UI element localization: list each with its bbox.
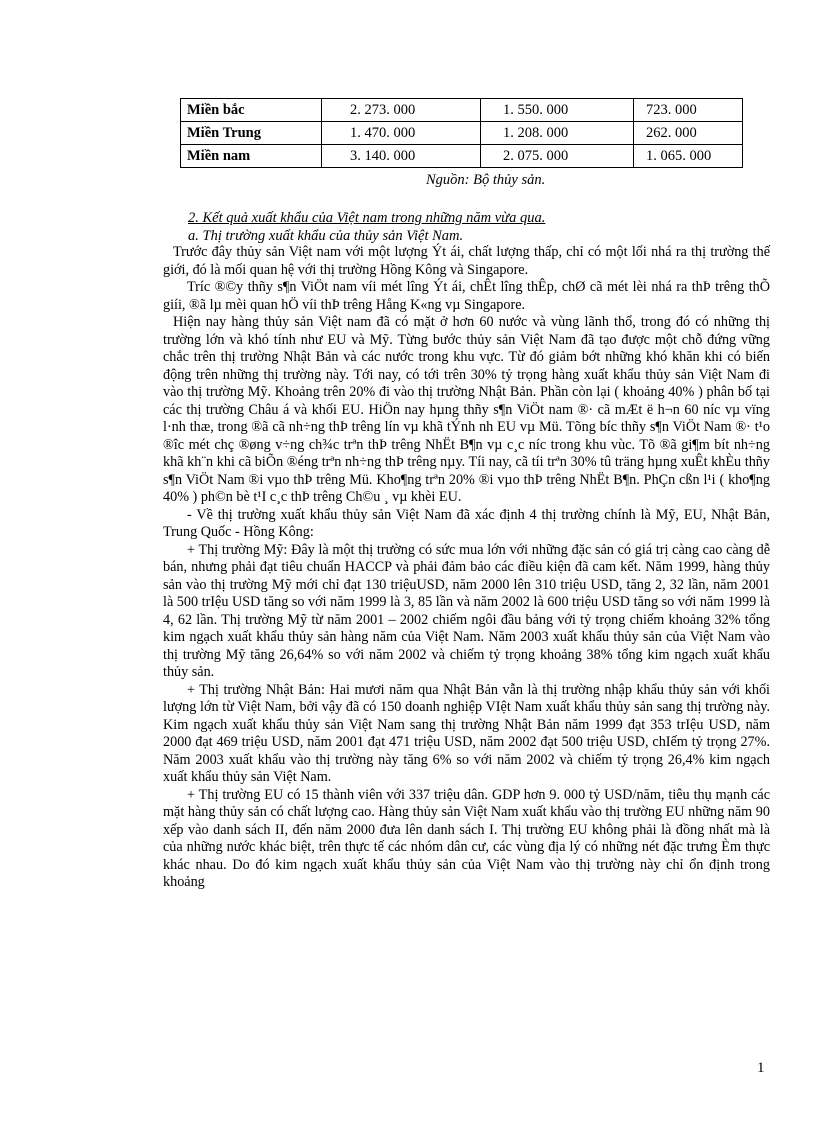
table-row (181, 145, 743, 168)
table-row (181, 99, 743, 122)
paragraph: + Thị trường Nhật Bản: Hai mươi năm qua Nhật Bản vẫn là thị trường nhập khẩu thủy sản với khối lượng lớn từ Việt Nam, bởi vậy đã có 150 doanh nghiệp VIệt Nam xuất khẩu thủy sản sang thị trường này. Kim ngạch xuất khẩu thủy sản Việt Nam sang thị trường Nhật Bản năm 1999 đạt 353 trIệu USD, năm 2000 đạt 469 triệu USD, năm 2001 đạt 471 triệu USD, năm 2002 đạt 500 triệu USD, chIếm tỷ trọng 27%. Năm 2003 xuất khẩu vào thị trường này tăng 6% so với năm 2002 và chiếm tỷ trọng 26,4% kim ngạch xuất khẩu thủy sản Việt Nam. (163, 681, 770, 785)
table-cell: 723. 000 (634, 99, 743, 122)
paragraph: + Thị trường EU có 15 thành viên với 337 triệu dân. GDP hơn 9. 000 tỷ USD/năm, tiêu thụ mạnh các mặt hàng thủy sản có chất lượng cao. Hàng thủy sản Việt Nam xuất khẩu vào thị trường EU những năm 90 xếp vào danh sách II, đến năm 2000 đưa lên danh sách I. Thị trường EU không phải là đồng nhất mà là của những nước khác biệt, trên thực tế các nhóm dân cư, các vùng địa lý có những nét đặc trưng Èm thực khác nhau. Do đó kim ngạch xuất khẩu thủy sản của Việt Nam vào thị trường này chỉ ổn định trong khoảng (163, 786, 770, 890)
table-cell: Miền bắc (181, 99, 322, 122)
table-source: Nguồn: Bộ thủy sản. (426, 172, 546, 188)
section-heading: 2. Kết quả xuất khẩu của Việt nam trong những năm vừa qua. (188, 210, 546, 226)
table-cell: Miền Trung (181, 122, 322, 145)
table-cell: 2. 273. 000 (322, 99, 481, 122)
production-table (180, 98, 743, 168)
paragraph: Hiện nay hàng thủy sản Việt nam đã có mặt ở hơn 60 nước và vùng lãnh thổ, trong đó có những thị trường lớn và khó tính như EU và Mỹ. Từng bước thủy sản Việt Nam đã tạo được một chỗ đứng vững chắc trên thị trường Nhật Bản và các nước trong khu vực. Từ đó giảm bớt những khó khăn khi có biến động trên những thị trường này. Tới nay, có tới trên 30% tỷ trọng hàng xuất khẩu thủy sản Việt Nam đi vào thị trường Mỹ. Khoảng trên 20% đi vào thị trường Nhật Bản. Phần còn lại ( khoảng 40% ) phân bố tại các thị trường Châu á và khối EU. HiÖn nay hµng thñy s¶n ViÖt nam ®· cã mÆt ë h¬n 60 níc vµ vïng l·nh thæ, trong ®ã cã nh÷ng thÞ trêng lín vµ khã tÝnh nh EU vµ Mü. Tõng bíc thñy s¶n ViÖt Nam ®· t¹o ®îc mét chç ®øng v÷ng ch¾c trªn thÞ trêng NhËt B¶n vµ c¸c níc trong khu vùc. Tõ ®ã gi¶m bít nh÷ng khã kh¨n khi cã biÕn ®éng trªn nh÷ng thÞ trêng nµy. Tíi nay, cã tíi trªn 30% tû träng hµng xuÊt khÈu thñy s¶n ViÖt Nam ®i vµo thÞ trêng Mü. Kho¶ng trªn 20% ®i vµo thÞ trêng NhËt B¶n. PhÇn cßn l¹i ( kho¶ng 40% ) ph©n bè t¹I c¸c thÞ trêng Ch©u ¸ vµ khèi EU. (163, 314, 770, 505)
table-cell: 1. 470. 000 (322, 122, 481, 145)
paragraph: + Thị trường Mỹ: Đây là một thị trường có sức mua lớn với những đặc sản có giá trị càng cao càng dễ bán, nhưng phải đạt tiêu chuẩn HACCP và phải đảm bảo các điều kiện đã cam kết. Năm 1999, hàng thủy sản vào thị trường Mỹ mới chỉ đạt 130 triệuUSD, năm 2000 lên 310 triệu USD, tăng 2, 32 lần, năm 2001 là 500 trIệu USD tăng so với năm 1999 là 3, 85 lần và năm 2002 là 600 triệu USD tăng so với năm 1999 là 4, 62 lần. Thị trường Mỹ từ năm 2001 – 2002 chiếm ngôi đầu bảng với tỷ trọng chiếm khoảng 32% tổng kim ngạch xuất khẩu thủy sản hàng năm của Việt Nam. Năm 2003 xuất khẩu thủy sản của Việt Nam vào thị trường Mỹ tăng 26,64% so với năm 2002 và chiếm tỷ trọng khoảng 38% tổng kim ngạch xuất khẩu thủy sản. (163, 541, 770, 680)
paragraph: - Về thị trường xuất khẩu thủy sản Việt Nam đã xác định 4 thị trường chính là Mỹ, EU, Nhật Bản, Trung Quốc - Hồng Kông: (163, 506, 770, 540)
table-cell: Miền nam (181, 145, 322, 168)
body-text (163, 244, 770, 892)
table-cell: 1. 208. 000 (481, 122, 634, 145)
table-row (181, 122, 743, 145)
paragraph: Tríc ®©y thñy s¶n ViÖt nam víi mét lîng Ýt ái, chÊt lîng thÊp, chØ cã mét lèi nhá ra thÞ trêng thÕ giíi, ®ã lµ mèi quan hÖ víi thÞ trêng Hång K«ng vµ Singapore. (163, 279, 770, 313)
table-cell: 1. 550. 000 (481, 99, 634, 122)
table-cell: 1. 065. 000 (634, 145, 743, 168)
table-cell: 2. 075. 000 (481, 145, 634, 168)
table-cell: 3. 140. 000 (322, 145, 481, 168)
paragraph: Trước đây thủy sản Việt nam với một lượng Ýt ái, chất lượng thấp, chỉ có một lối nhá ra thị trường thế giới, đó là mối quan hệ với thị trường Hồng Kông và Singapore. (163, 244, 770, 278)
table-cell: 262. 000 (634, 122, 743, 145)
section-subheading: a. Thị trường xuất khẩu của thủy sản Việt Nam. (188, 228, 464, 244)
page-number: 1 (757, 1060, 765, 1076)
